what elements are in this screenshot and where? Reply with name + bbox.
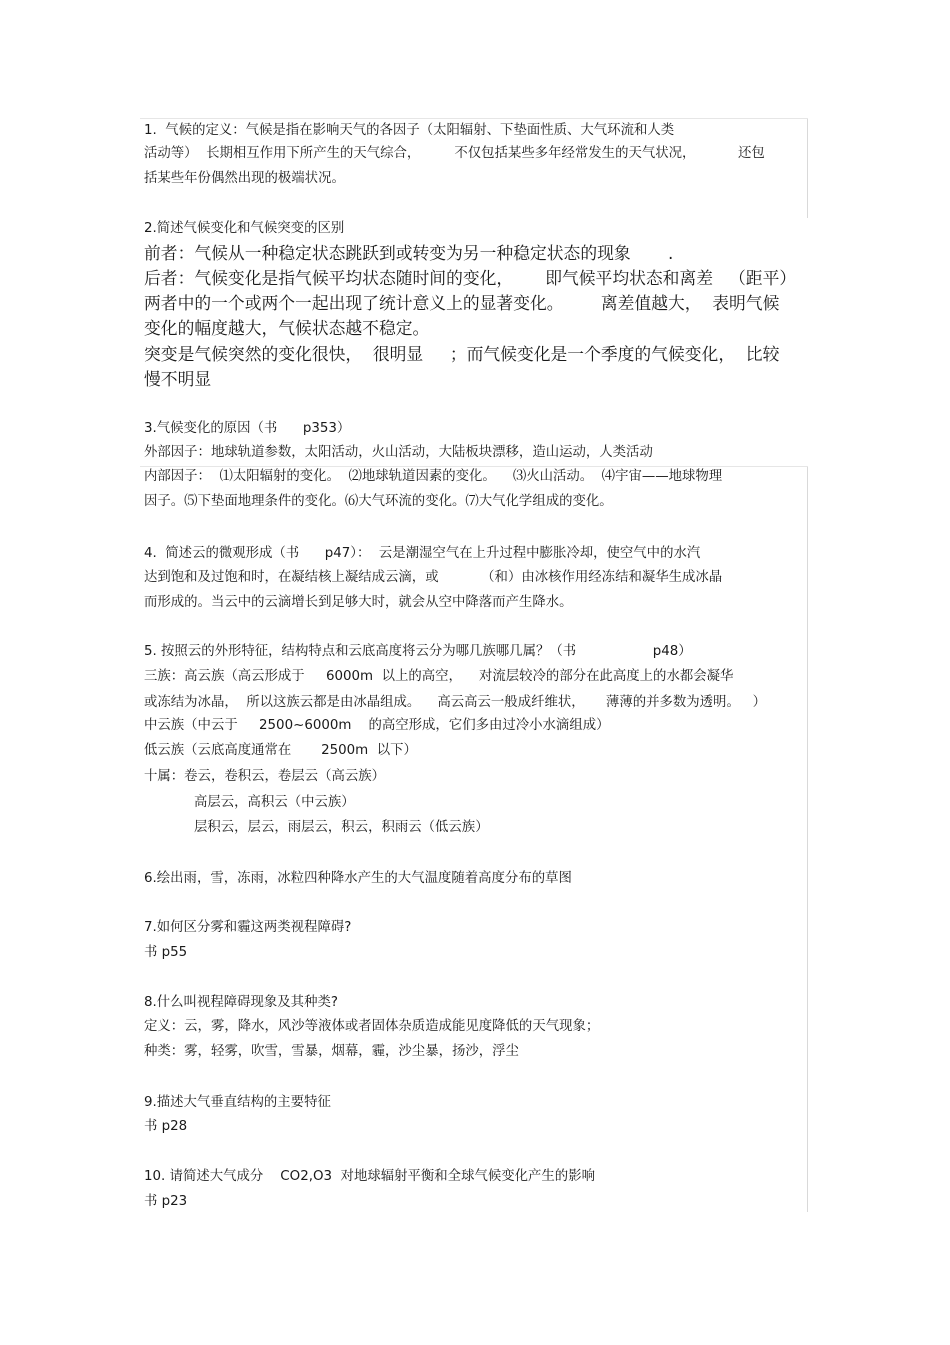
text-line: 两者中的一个或两个一起出现了统计意义上的显著变化。 离差值越大， 表明气候: [144, 293, 780, 313]
text-line: 1. 气候的定义：气候是指在影响天气的各因子（太阳辐射、下垫面性质、大气环流和人类: [144, 123, 675, 138]
text-line: 十属：卷云，卷积云，卷层云（高云族）: [144, 769, 386, 784]
section-heading: 3.气候变化的原因（书 p353）: [144, 421, 351, 436]
text-line: 书 p55: [144, 945, 188, 960]
frame-line-top: [140, 118, 808, 119]
text-line: 内部因子： ⑴太阳辐射的变化。 ⑵地球轨道因素的变化。 ⑶火山活动。 ⑷宇宙——地球物理: [144, 469, 723, 484]
section-heading: 9.描述大气垂直结构的主要特征: [144, 1095, 331, 1110]
text-line: 中云族（中云于 2500~6000m 的高空形成，它们多由过冷小水滴组成）: [144, 718, 610, 733]
text-line: 或冻结为冰晶， 所以这族云都是由冰晶组成。 高云高云一般成纤维状， 薄薄的并多数为透明。 ）: [144, 695, 766, 710]
section-heading: 5. 按照云的外形特征，结构特点和云底高度将云分为哪几族哪几属？（书 p48）: [144, 644, 692, 659]
text-line: 三族：高云族（高云形成于 6000m 以上的高空， 对流层较冷的部分在此高度上的水都会凝华: [144, 669, 734, 684]
text-line: 定义：云，雾，降水，风沙等液体或者固体杂质造成能见度降低的天气现象；: [144, 1019, 600, 1034]
text-line: 后者：气候变化是指气候平均状态随时间的变化， 即气候平均状态和离差 （距平）: [144, 268, 797, 288]
section-heading: 6.绘出雨，雪，冻雨，冰粒四种降水产生的大气温度随着高度分布的草图: [144, 871, 572, 886]
text-line: 达到饱和及过饱和时，在凝结核上凝结成云滴，或 （和）由冰核作用经冻结和凝华生成冰晶: [144, 570, 723, 585]
text-line: 而形成的。当云中的云滴增长到足够大时，就会从空中降落而产生降水。: [144, 595, 573, 610]
text-line: 书 p28: [144, 1119, 188, 1134]
frame-line-mid: [140, 466, 808, 467]
text-line: 高层云，高积云（中云族）: [194, 795, 355, 810]
frame-line-right: [807, 1062, 808, 1212]
text-line: 慢不明显: [144, 369, 212, 389]
text-line: 因子。⑸下垫面地理条件的变化。⑹大气环流的变化。⑺大气化学组成的变化。: [144, 494, 613, 509]
section-heading: 10. 请简述大气成分 CO2,O3 对地球辐射平衡和全球气候变化产生的影响: [144, 1169, 595, 1184]
section-heading: 4. 简述云的微观形成（书 p47）： 云是潮湿空气在上升过程中膨胀冷却，使空气中的水汽: [144, 546, 701, 561]
text-line: 外部因子：地球轨道参数，太阳活动，火山活动，大陆板块漂移，造山运动，人类活动: [144, 445, 653, 460]
text-line: 突变是气候突然的变化很快， 很明显 ；而气候变化是一个季度的气候变化， 比较: [144, 344, 780, 364]
frame-line-right: [807, 118, 808, 218]
text-line: 变化的幅度越大，气候状态越不稳定。: [144, 318, 430, 338]
text-line: 低云族（云底高度通常在 2500m 以下）: [144, 743, 417, 758]
text-line: 书 p23: [144, 1194, 188, 1209]
text-line: 前者：气候从一种稳定状态跳跃到或转变为另一种稳定状态的现象 .: [144, 243, 674, 263]
section-heading: 8.什么叫视程障碍现象及其种类?: [144, 995, 338, 1010]
text-line: 种类：雾，轻雾，吹雪，雪暴，烟幕，霾，沙尘暴，扬沙，浮尘: [144, 1044, 519, 1059]
text-line: 活动等） 长期相互作用下所产生的天气综合， 不仅包括某些多年经常发生的天气状况， 还包: [144, 146, 765, 161]
frame-line-right: [807, 466, 808, 1076]
text-line: 括某些年份偶然出现的极端状况。: [144, 171, 345, 186]
section-heading: 2.简述气候变化和气候突变的区别: [144, 221, 345, 236]
text-line: 层积云，层云，雨层云，积云，积雨云（低云族）: [194, 820, 489, 835]
section-heading: 7.如何区分雾和霾这两类视程障碍?: [144, 920, 352, 935]
